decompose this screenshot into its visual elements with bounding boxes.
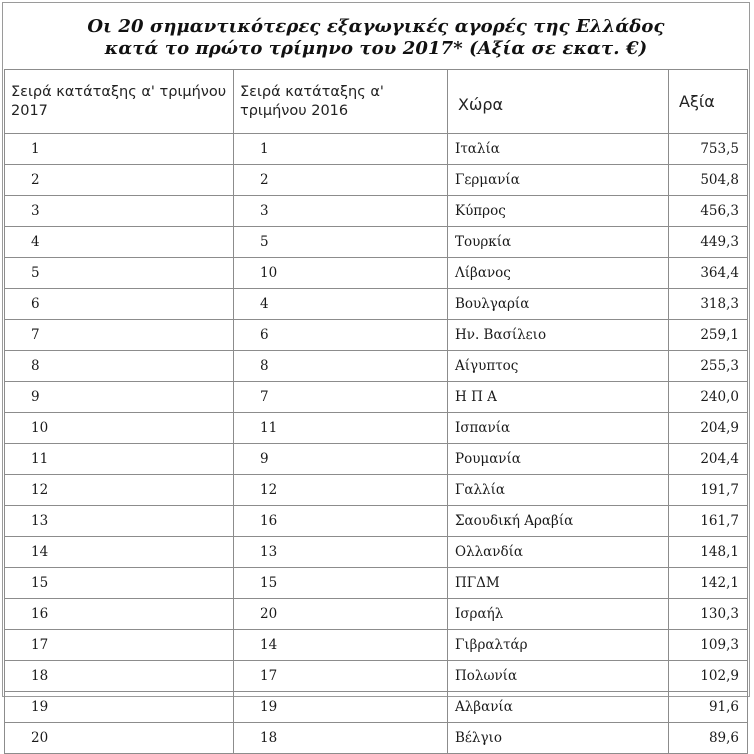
table-row: [5, 320, 748, 351]
table-body: [5, 134, 748, 754]
cell-rank-2017: 1: [5, 134, 234, 165]
cell-country: Κύπρος: [448, 196, 669, 227]
cell-rank-2016: 19: [234, 692, 448, 723]
header-value: Αξία: [669, 70, 748, 134]
cell-value: 240,0: [669, 382, 748, 413]
table-row: [5, 351, 748, 382]
header-rank-2016: Σειρά κατάταξης α' τριμήνου 2016: [234, 70, 448, 134]
cell-value: 142,1: [669, 568, 748, 599]
cell-country: Αλβανία: [448, 692, 669, 723]
cell-rank-2017: 7: [5, 320, 234, 351]
cell-country: Τουρκία: [448, 227, 669, 258]
table-row: [5, 599, 748, 630]
cell-rank-2017: 11: [5, 444, 234, 475]
cell-rank-2017: 10: [5, 413, 234, 444]
cell-rank-2017: 13: [5, 506, 234, 537]
cell-value: 148,1: [669, 537, 748, 568]
cell-country: Ρουμανία: [448, 444, 669, 475]
cell-rank-2017: 12: [5, 475, 234, 506]
table-row: [5, 134, 748, 165]
cell-value: 753,5: [669, 134, 748, 165]
table-row: [5, 723, 748, 754]
table-row: [5, 413, 748, 444]
cell-rank-2016: 8: [234, 351, 448, 382]
table-row: [5, 444, 748, 475]
cell-rank-2017: 15: [5, 568, 234, 599]
cell-rank-2016: 16: [234, 506, 448, 537]
cell-rank-2016: 20: [234, 599, 448, 630]
cell-value: 191,7: [669, 475, 748, 506]
table-row: [5, 196, 748, 227]
cell-rank-2017: 19: [5, 692, 234, 723]
cell-country: Γαλλία: [448, 475, 669, 506]
cell-rank-2017: 4: [5, 227, 234, 258]
cell-country: Σαουδική Αραβία: [448, 506, 669, 537]
table-title: [3, 3, 749, 69]
table-row: [5, 568, 748, 599]
cell-rank-2016: 13: [234, 537, 448, 568]
cell-country: Ην. Βασίλειο: [448, 320, 669, 351]
cell-value: 255,3: [669, 351, 748, 382]
cell-value: 130,3: [669, 599, 748, 630]
table-row: [5, 382, 748, 413]
cell-rank-2017: 2: [5, 165, 234, 196]
cell-rank-2016: 14: [234, 630, 448, 661]
cell-country: Ισραήλ: [448, 599, 669, 630]
cell-rank-2017: 3: [5, 196, 234, 227]
cell-country: Πολωνία: [448, 661, 669, 692]
cell-value: 318,3: [669, 289, 748, 320]
cell-rank-2017: 18: [5, 661, 234, 692]
cell-value: 89,6: [669, 723, 748, 754]
cell-country: Ολλανδία: [448, 537, 669, 568]
export-markets-table: [4, 69, 748, 754]
cell-value: 204,9: [669, 413, 748, 444]
cell-country: Αίγυπτος: [448, 351, 669, 382]
cell-rank-2016: 11: [234, 413, 448, 444]
cell-rank-2017: 17: [5, 630, 234, 661]
cell-value: 456,3: [669, 196, 748, 227]
cell-rank-2016: 18: [234, 723, 448, 754]
cell-country: Βουλγαρία: [448, 289, 669, 320]
table-row: [5, 692, 748, 723]
table-title-line-1: Οι 20 σημαντικότερες εξαγωγικές αγορές της Ελλάδος: [87, 16, 665, 37]
cell-rank-2016: 7: [234, 382, 448, 413]
cell-value: 449,3: [669, 227, 748, 258]
cell-rank-2017: 8: [5, 351, 234, 382]
cell-country: Η Π Α: [448, 382, 669, 413]
cell-rank-2016: 10: [234, 258, 448, 289]
cell-country: ΠΓΔΜ: [448, 568, 669, 599]
table-row: [5, 537, 748, 568]
cell-rank-2016: 15: [234, 568, 448, 599]
header-country: Χώρα: [448, 70, 669, 134]
cell-country: Ισπανία: [448, 413, 669, 444]
table-row: [5, 227, 748, 258]
cell-rank-2016: 12: [234, 475, 448, 506]
cell-rank-2016: 4: [234, 289, 448, 320]
cell-rank-2016: 5: [234, 227, 448, 258]
table-title-line-2: κατά το πρώτο τρίμηνο του 2017* (Αξία σε εκατ. €): [104, 38, 648, 59]
cell-country: Βέλγιο: [448, 723, 669, 754]
cell-rank-2016: 2: [234, 165, 448, 196]
cell-value: 504,8: [669, 165, 748, 196]
cell-rank-2017: 5: [5, 258, 234, 289]
cell-rank-2017: 16: [5, 599, 234, 630]
cell-country: Λίβανος: [448, 258, 669, 289]
table-row: [5, 475, 748, 506]
cell-rank-2017: 9: [5, 382, 234, 413]
cell-value: 102,9: [669, 661, 748, 692]
table-row: [5, 289, 748, 320]
cell-value: 109,3: [669, 630, 748, 661]
table-row: [5, 661, 748, 692]
cell-rank-2016: 1: [234, 134, 448, 165]
cell-rank-2017: 14: [5, 537, 234, 568]
cell-rank-2016: 6: [234, 320, 448, 351]
cell-rank-2016: 3: [234, 196, 448, 227]
table-row: [5, 165, 748, 196]
cell-value: 259,1: [669, 320, 748, 351]
cell-rank-2017: 6: [5, 289, 234, 320]
table-frame: [2, 2, 750, 746]
cell-value: 161,7: [669, 506, 748, 537]
cell-value: 91,6: [669, 692, 748, 723]
cell-country: Γιβραλτάρ: [448, 630, 669, 661]
cell-rank-2016: 17: [234, 661, 448, 692]
header-rank-2017: Σειρά κατάταξης α' τριμήνου 2017: [5, 70, 234, 134]
cell-value: 204,4: [669, 444, 748, 475]
table-row: [5, 506, 748, 537]
table-row: [5, 630, 748, 661]
cell-rank-2017: 20: [5, 723, 234, 754]
cell-value: 364,4: [669, 258, 748, 289]
table-row: [5, 258, 748, 289]
cell-country: Γερμανία: [448, 165, 669, 196]
cell-rank-2016: 9: [234, 444, 448, 475]
table-header-row: [5, 70, 748, 134]
cell-country: Ιταλία: [448, 134, 669, 165]
